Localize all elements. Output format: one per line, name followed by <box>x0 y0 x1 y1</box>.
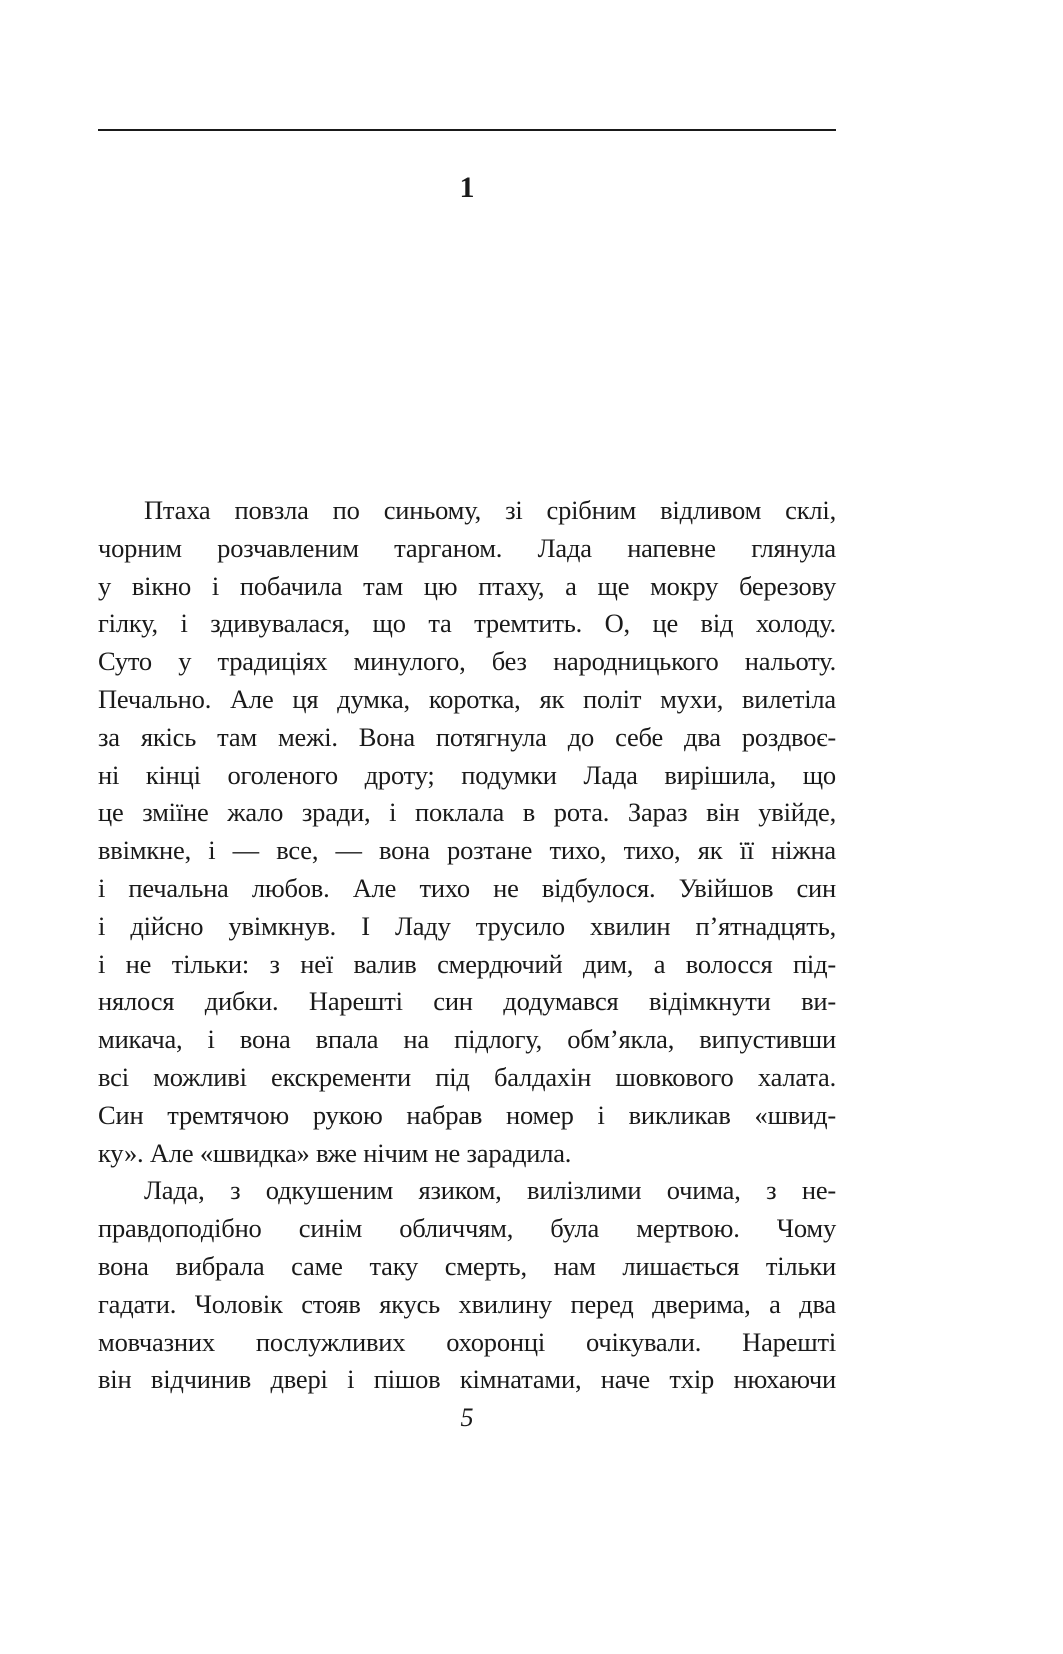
text-line: і не тільки: з неї валив смердючий дим, а волосся під- <box>98 948 836 979</box>
text-line: ку». Але «швидка» вже нічим не зарадила. <box>98 1137 572 1168</box>
body-text <box>98 492 836 1399</box>
text-line: Печально. Але ця думка, коротка, як політ мухи, вилетіла <box>98 683 836 714</box>
text-line: ввімкне, і — все, — вона розтане тихо, тихо, як її ніжна <box>98 835 836 866</box>
text-line: ні кінці оголеного дроту; подумки Лада вирішила, що <box>98 759 836 790</box>
text-line: Суто у традиціях минулого, без народницького нальоту. <box>98 646 836 677</box>
text-line: за якісь там межі. Вона потягнула до себе два роздвоє- <box>98 721 836 752</box>
text-line: гадати. Чоловік стояв якусь хвилину перед дверима, а два <box>98 1288 836 1319</box>
text-line: у вікно і побачила там цю птаху, а ще мокру березову <box>98 570 836 601</box>
text-line: правдоподібно синім обличчям, була мертвою. Чому <box>98 1213 836 1244</box>
text-line: чорним розчавленим тарганом. Лада напевне глянула <box>98 532 836 563</box>
text-line: Син тремтячою рукою набрав номер і викликав «швид- <box>98 1099 836 1130</box>
text-line: нялося дибки. Нарешті син додумався відімкнути ви- <box>98 986 836 1017</box>
chapter-number: 1 <box>459 171 475 204</box>
text-line: всі можливі екскременти під балдахін шовкового халата. <box>98 1061 836 1092</box>
text-line: микача, і вона впала на підлогу, обм’якла, випустивши <box>98 1024 836 1055</box>
text-line: мовчазних послужливих охоронці очікували. Нарешті <box>98 1326 836 1357</box>
text-line: і печальна любов. Але тихо не відбулося. Увійшов син <box>98 872 836 903</box>
paragraph-2 <box>98 1172 836 1399</box>
text-line: це зміїне жало зради, і поклала в рота. Зараз він увійде, <box>98 797 836 828</box>
text-line: вона вибрала саме таку смерть, нам лишається тільки <box>98 1250 836 1281</box>
text-line: гілку, і здивувалася, що та тремтить. О, це від холоду. <box>98 608 836 639</box>
chapter-rule <box>98 129 836 131</box>
text-line: Лада, з одкушеним язиком, вилізлими очима, з не- <box>144 1175 836 1206</box>
paragraph-1 <box>98 492 836 1172</box>
text-line: і дійсно увімкнув. І Ладу трусило хвилин п’ятнадцять, <box>98 910 836 941</box>
page-number: 5 <box>460 1403 474 1432</box>
text-line: він відчинив двері і пішов кімнатами, наче тхір нюхаючи <box>98 1364 836 1395</box>
text-line: Птаха повзла по синьому, зі срібним відливом склі, <box>144 495 836 525</box>
